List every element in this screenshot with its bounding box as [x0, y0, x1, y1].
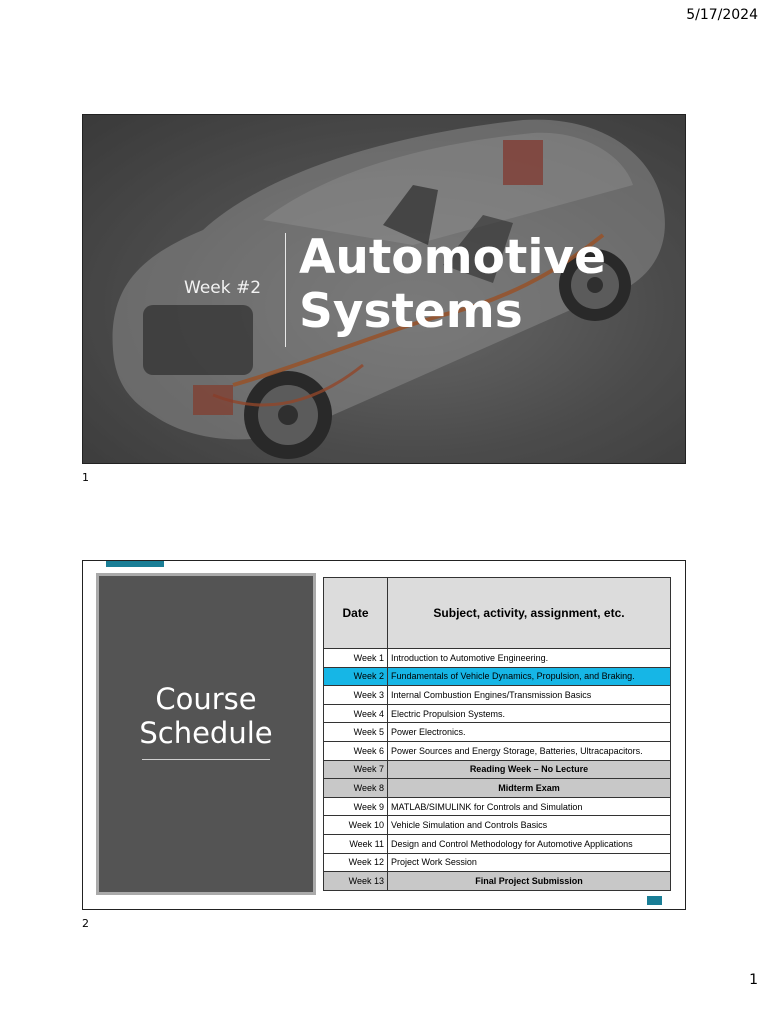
slide-2-number: 2 [82, 917, 89, 930]
title-divider [285, 233, 286, 347]
title-line-1: Course [155, 682, 257, 716]
table-row [324, 704, 671, 723]
row-subject: Power Electronics. [388, 723, 671, 742]
header-subject: Subject, activity, assignment, etc. [388, 578, 671, 649]
row-week: Week 4 [324, 704, 388, 723]
handout-date: 5/17/2024 [686, 7, 758, 23]
table-row [324, 649, 671, 668]
row-week: Week 7 [324, 760, 388, 779]
title-line-2: Schedule [139, 716, 273, 750]
accent-bar-top [106, 561, 164, 567]
table-row [324, 816, 671, 835]
row-subject: Final Project Submission [388, 872, 671, 891]
table-row [324, 760, 671, 779]
slide-title [299, 231, 606, 339]
row-subject: Introduction to Automotive Engineering. [388, 649, 671, 668]
table-row [324, 834, 671, 853]
row-week: Week 12 [324, 853, 388, 872]
row-subject: Internal Combustion Engines/Transmission Basics [388, 686, 671, 705]
title-underline [142, 759, 270, 760]
row-subject: MATLAB/SIMULINK for Controls and Simulation [388, 797, 671, 816]
week-label: Week #2 [184, 278, 262, 298]
row-week: Week 3 [324, 686, 388, 705]
title-line-2: Systems [299, 284, 523, 339]
row-subject: Electric Propulsion Systems. [388, 704, 671, 723]
page-number: 1 [749, 972, 758, 988]
table-row [324, 686, 671, 705]
row-subject: Reading Week – No Lecture [388, 760, 671, 779]
table-row [324, 667, 671, 686]
row-subject: Midterm Exam [388, 779, 671, 798]
title-line-1: Automotive [299, 230, 606, 285]
table-row [324, 797, 671, 816]
row-subject: Project Work Session [388, 853, 671, 872]
header-date: Date [324, 578, 388, 649]
row-subject: Power Sources and Energy Storage, Batteries, Ultracapacitors. [388, 741, 671, 760]
slide-1-number: 1 [82, 471, 89, 484]
title-panel [96, 573, 316, 895]
row-week: Week 8 [324, 779, 388, 798]
row-week: Week 6 [324, 741, 388, 760]
table-row [324, 723, 671, 742]
row-week: Week 2 [324, 667, 388, 686]
table-row [324, 741, 671, 760]
slide-1-title [82, 114, 686, 464]
row-week: Week 5 [324, 723, 388, 742]
row-week: Week 1 [324, 649, 388, 668]
table-row [324, 853, 671, 872]
row-subject: Vehicle Simulation and Controls Basics [388, 816, 671, 835]
row-week: Week 13 [324, 872, 388, 891]
table-row [324, 872, 671, 891]
row-subject: Design and Control Methodology for Automotive Applications [388, 834, 671, 853]
row-subject: Fundamentals of Vehicle Dynamics, Propulsion, and Braking. [388, 667, 671, 686]
row-week: Week 9 [324, 797, 388, 816]
accent-bar-bottom [647, 896, 662, 905]
course-schedule-title [99, 682, 313, 750]
table-row [324, 779, 671, 798]
row-week: Week 11 [324, 834, 388, 853]
row-week: Week 10 [324, 816, 388, 835]
schedule-body [324, 649, 671, 891]
slide-2-course-schedule [82, 560, 686, 910]
schedule-table [323, 577, 671, 891]
